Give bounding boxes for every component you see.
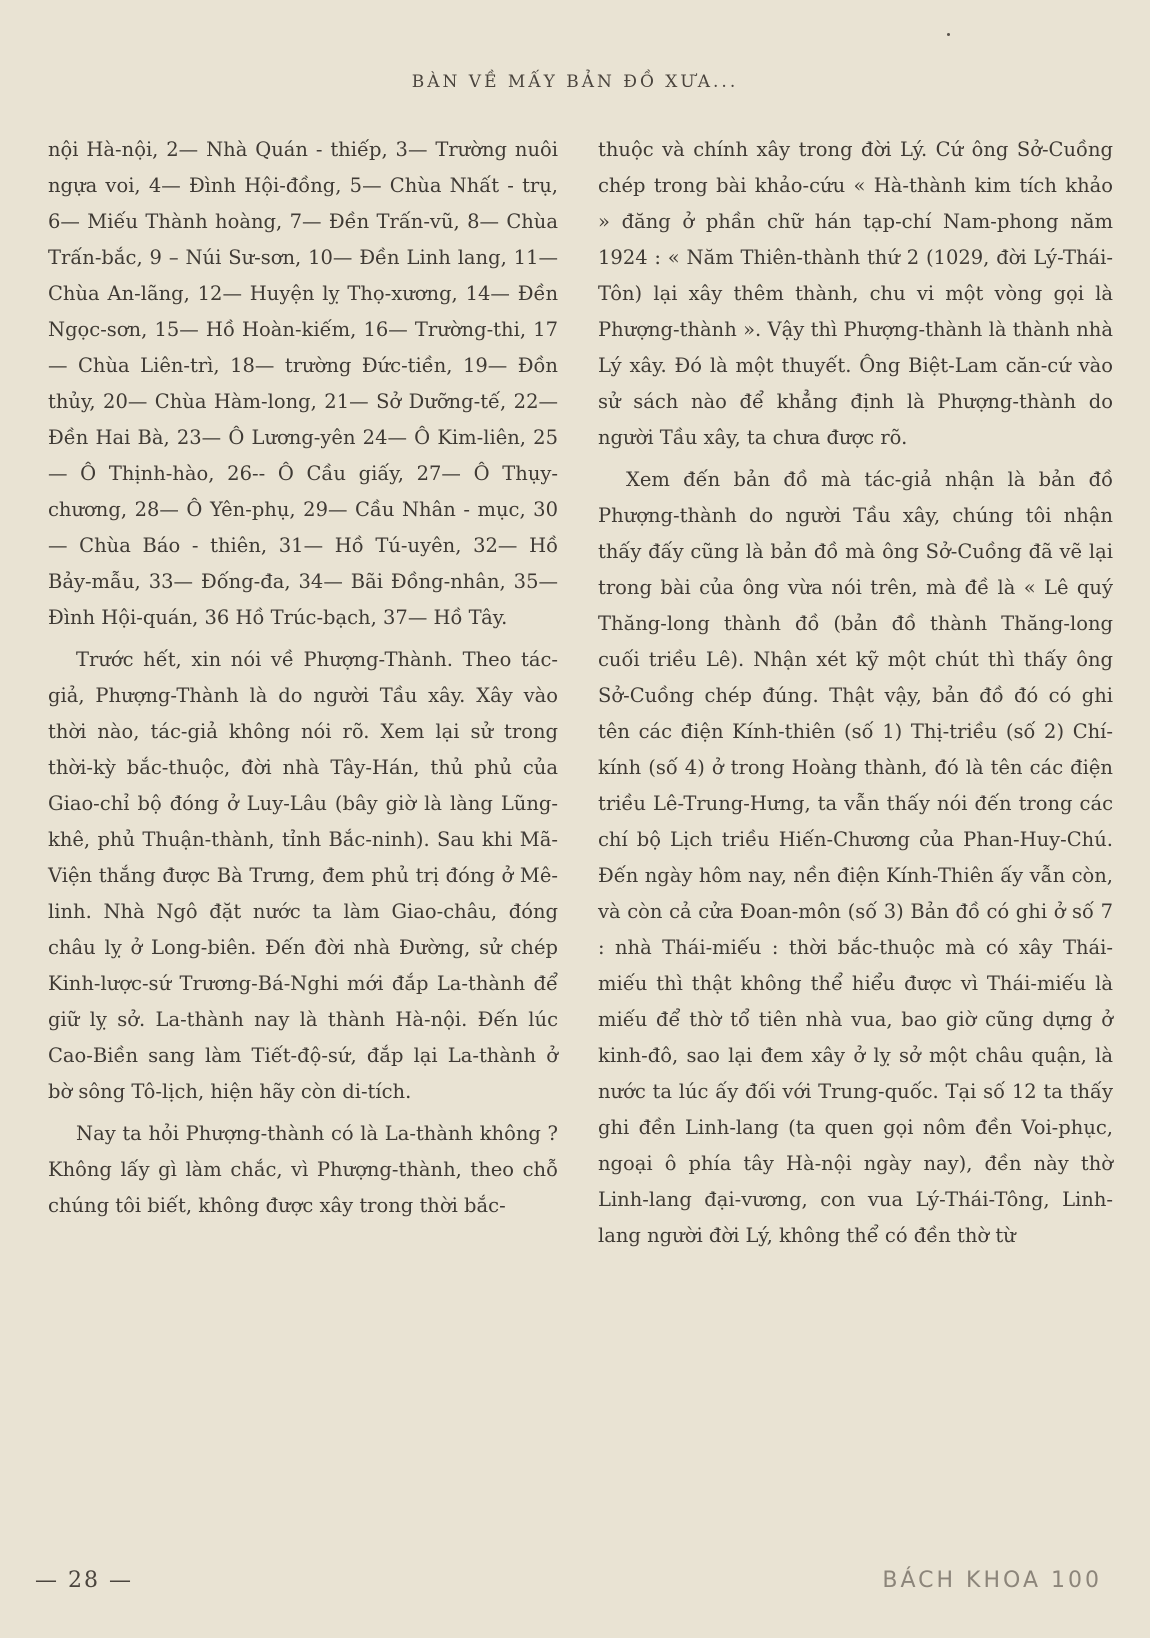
page-number: — 28 — [35, 1568, 133, 1593]
ink-speck [947, 33, 950, 36]
running-header: BÀN VỀ MẤY BẢN ĐỒ XƯA... [411, 72, 739, 92]
magazine-name: BÁCH KHOA 100 [882, 1568, 1102, 1593]
paragraph: thuộc và chính xây trong đời Lý. Cứ ông Sở-Cuồng chép trong bài khảo-cứu « Hà-thành kim tích khảo » đăng ở phần chữ hán tạp-chí Nam-phong năm 1924 : « Năm Thiên-thành thứ 2 (1029, đời Lý-Thái-Tôn) lại xây thêm thành, chu vi một vòng gọi là Phượng-thành ». Vậy thì Phượng-thành là thành nhà Lý xây. Đó là một thuyết. Ông Biệt-Lam căn-cứ vào sử sách nào để khẳng định là Phượng-thành do người Tầu xây, ta chưa được rõ. [598, 138, 1113, 449]
left-column [48, 132, 558, 1230]
paragraph: Nay ta hỏi Phượng-thành có là La-thành không ? Không lấy gì làm chắc, vì Phượng-thành, theo chỗ chúng tôi biết, không được xây trong thời bắc- [48, 1122, 558, 1217]
right-column [598, 132, 1113, 1260]
paragraph: Trước hết, xin nói về Phượng-Thành. Theo tác-giả, Phượng-Thành là do người Tầu xây. Xây vào thời nào, tác-giả không nói rõ. Xem lại sử trong thời-kỳ bắc-thuộc, đời nhà Tây-Hán, thủ phủ của Giao-chỉ bộ đóng ở Luy-Lâu (bây giờ là làng Lũng-khê, phủ Thuận-thành, tỉnh Bắc-ninh). Sau khi Mã-Viện thắng được Bà Trưng, đem phủ trị đóng ở Mê-linh. Nhà Ngô đặt nước ta làm Giao-châu, đóng châu lỵ ở Long-biên. Đến đời nhà Đường, sử chép Kinh-lược-sứ Trương-Bá-Nghi mới đắp La-thành để giữ lỵ sở. La-thành nay là thành Hà-nội. Đến lúc Cao-Biền sang làm Tiết-độ-sứ, đắp lại La-thành ở bờ sông Tô-lịch, hiện hãy còn di-tích. [48, 648, 558, 1103]
paragraph: Xem đến bản đồ mà tác-giả nhận là bản đồ Phượng-thành do người Tầu xây, chúng tôi nhận thấy đấy cũng là bản đồ mà ông Sở-Cuồng đã vẽ lại trong bài của ông vừa nói trên, mà đề là « Lê quý Thăng-long thành đồ (bản đồ thành Thăng-long cuối triều Lê). Nhận xét kỹ một chút thì thấy ông Sở-Cuồng chép đúng. Thật vậy, bản đồ đó có ghi tên các điện Kính-thiên (số 1) Thị-triều (số 2) Chí-kính (số 4) ở trong Hoàng thành, đó là tên các điện triều Lê-Trung-Hưng, ta vẫn thấy nói đến trong các chí bộ Lịch triều Hiến-Chương của Phan-Huy-Chú. Đến ngày hôm nay, nền điện Kính-Thiên ấy vẫn còn, và còn cả cửa Đoan-môn (số 3) Bản đồ có ghi ở số 7 : nhà Thái-miếu : thời bắc-thuộc mà có xây Thái-miếu thì thật không thể hiểu được vì Thái-miếu là miếu để thờ tổ tiên nhà vua, bao giờ cũng dựng ở kinh-đô, sao lại đem xây ở lỵ sở một châu quận, là nước ta lúc ấy đối với Trung-quốc. Tại số 12 ta thấy ghi đền Linh-lang (ta quen gọi nôm đền Voi-phục, ngoại ô phía tây Hà-nội ngày nay), đền này thờ Linh-lang đại-vương, con vua Lý-Thái-Tông, Linh-lang người đời Lý, không thể có đền thờ từ [598, 468, 1113, 1247]
paragraph: nội Hà-nội, 2— Nhà Quán - thiếp, 3— Trường nuôi ngựa voi, 4— Đình Hội-đồng, 5— Chùa Nhất - trụ, 6— Miếu Thành hoàng, 7— Đền Trấn-vũ, 8— Chùa Trấn-bắc, 9 – Núi Sư-sơn, 10— Đền Linh lang, 11— Chùa An-lãng, 12— Huyện lỵ Thọ-xương, 14— Đền Ngọc-sơn, 15— Hồ Hoàn-kiếm, 16— Trường-thi, 17— Chùa Liên-trì, 18— trường Đức-tiền, 19— Đồn thủy, 20— Chùa Hàm-long, 21— Sở Dưỡng-tế, 22— Đền Hai Bà, 23— Ô Lương-yên 24— Ô Kim-liên, 25— Ô Thịnh-hào, 26-- Ô Cầu giấy, 27— Ô Thụy-chương, 28— Ô Yên-phụ, 29— Cầu Nhân - mục, 30— Chùa Báo - thiên, 31— Hồ Tú-uyên, 32— Hồ Bảy-mẫu, 33— Đống-đa, 34— Bãi Đồng-nhân, 35— Đình Hội-quán, 36 Hồ Trúc-bạch, 37— Hồ Tây. [48, 138, 558, 629]
